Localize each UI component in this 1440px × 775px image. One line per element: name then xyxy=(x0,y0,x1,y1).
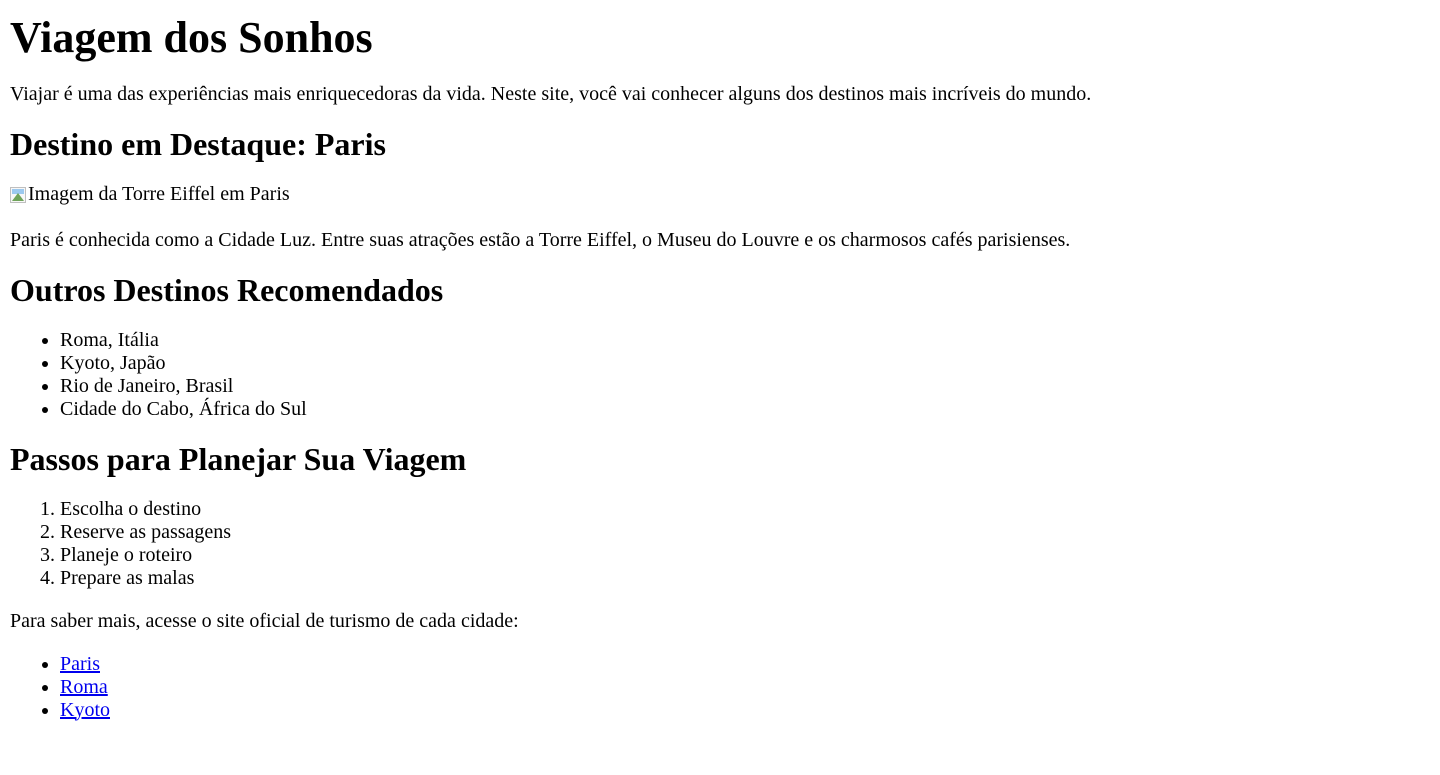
featured-heading: Destino em Destaque: Paris xyxy=(10,126,386,162)
list-item xyxy=(60,676,1430,699)
link-kyoto[interactable]: Kyoto xyxy=(60,698,110,721)
list-item: • Kyoto, Japão xyxy=(60,352,1430,375)
list-item: 3. Planeje o roteiro xyxy=(60,544,1430,567)
list-item xyxy=(60,653,1430,676)
list-item: • Cidade do Cabo, África do Sul xyxy=(60,398,1430,421)
list-item: • Rio de Janeiro, Brasil xyxy=(60,375,1430,398)
intro-paragraph: Viajar é uma das experiências mais enriquecedoras da vida. Neste site, você vai conhecer alguns dos destinos mais incríveis do mundo. xyxy=(10,83,1092,105)
links-intro: Para saber mais, acesse o site oficial de turismo de cada cidade: xyxy=(10,609,519,632)
featured-image xyxy=(10,183,1430,209)
list-item: 4. Prepare as malas xyxy=(60,567,1430,590)
list-item xyxy=(60,699,1430,722)
page xyxy=(0,13,1440,722)
steps-heading: Passos para Planejar Sua Viagem xyxy=(10,440,467,477)
other-destinations-heading: Outros Destinos Recomendados xyxy=(10,271,444,308)
steps-list xyxy=(10,498,1430,590)
list-item: 2. Reserve as passagens xyxy=(60,521,1430,544)
list-item: • Roma, Itália xyxy=(60,329,1430,352)
image-alt-text: Imagem da Torre Eiffel em Paris xyxy=(28,183,290,205)
link-paris[interactable]: Paris xyxy=(60,652,100,675)
eiffel-tower-image xyxy=(10,183,290,206)
featured-description: Paris é conhecida como a Cidade Luz. Entre suas atrações estão a Torre Eiffel, o Museu do Louvre e os charmosos cafés parisienses. xyxy=(10,228,1071,251)
list-item: 1. Escolha o destino xyxy=(60,498,1430,521)
page-title: Viagem dos Sonhos xyxy=(10,13,373,62)
destinations-list xyxy=(10,329,1430,421)
broken-image-icon xyxy=(10,187,26,203)
tourism-links-list xyxy=(10,653,1430,722)
link-roma[interactable]: Roma xyxy=(60,675,108,698)
